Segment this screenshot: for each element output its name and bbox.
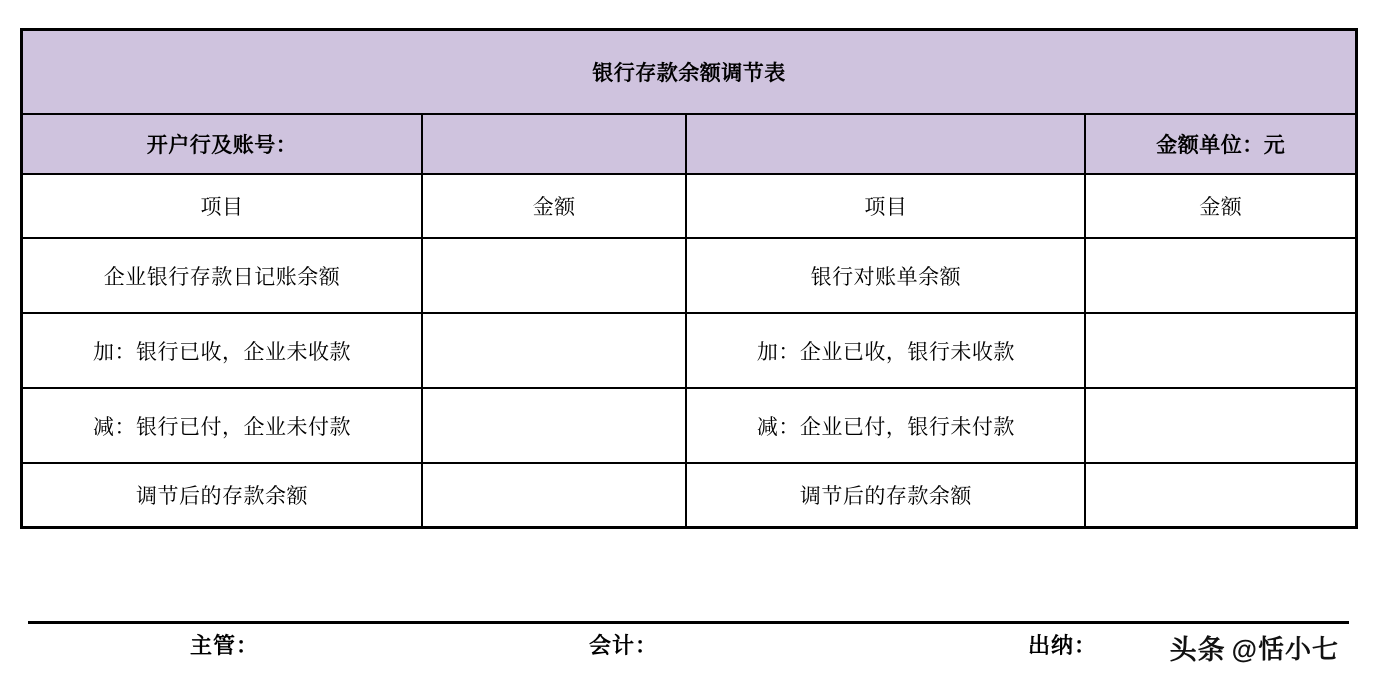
watermark bbox=[1170, 628, 1339, 667]
row-label-left: 调节后的存款余额 bbox=[22, 463, 423, 528]
row-amount-right[interactable] bbox=[1085, 238, 1356, 313]
header-blank-cell[interactable] bbox=[686, 114, 1085, 174]
reconciliation-table bbox=[20, 28, 1358, 529]
table-row bbox=[22, 463, 1357, 528]
row-amount-left[interactable] bbox=[422, 463, 686, 528]
column-header-amount-right: 金额 bbox=[1085, 174, 1356, 238]
column-header-item-right: 项目 bbox=[686, 174, 1085, 238]
table-row bbox=[22, 238, 1357, 313]
row-amount-right[interactable] bbox=[1085, 313, 1356, 388]
signature-footer bbox=[20, 621, 1357, 677]
row-label-left: 企业银行存款日记账余额 bbox=[22, 238, 423, 313]
row-label-right: 减：企业已付，银行未付款 bbox=[686, 388, 1085, 463]
page-title: 银行存款余额调节表 bbox=[22, 30, 1357, 115]
signature-row bbox=[20, 629, 1357, 660]
signature-cashier: 出纳： bbox=[1028, 633, 1098, 658]
title-row bbox=[22, 30, 1357, 115]
row-label-right: 银行对账单余额 bbox=[686, 238, 1085, 313]
signature-accountant: 会计： bbox=[589, 633, 659, 658]
column-header-amount-left: 金额 bbox=[422, 174, 686, 238]
reconciliation-sheet bbox=[20, 28, 1358, 529]
account-label: 开户行及账号： bbox=[22, 114, 423, 174]
column-header-item-left: 项目 bbox=[22, 174, 423, 238]
row-amount-right[interactable] bbox=[1085, 388, 1356, 463]
row-amount-left[interactable] bbox=[422, 388, 686, 463]
row-label-left: 加：银行已收，企业未收款 bbox=[22, 313, 423, 388]
header-band-row bbox=[22, 114, 1357, 174]
table-row bbox=[22, 313, 1357, 388]
row-amount-right[interactable] bbox=[1085, 463, 1356, 528]
row-label-right: 调节后的存款余额 bbox=[686, 463, 1085, 528]
row-label-left: 减：银行已付，企业未付款 bbox=[22, 388, 423, 463]
account-value-cell[interactable] bbox=[422, 114, 686, 174]
row-amount-left[interactable] bbox=[422, 238, 686, 313]
row-amount-left[interactable] bbox=[422, 313, 686, 388]
watermark-text: @恬小七 bbox=[1231, 634, 1339, 664]
signature-manager: 主管： bbox=[190, 633, 260, 658]
table-row bbox=[22, 388, 1357, 463]
column-header-row bbox=[22, 174, 1357, 238]
row-label-right: 加：企业已收，银行未收款 bbox=[686, 313, 1085, 388]
footer-divider bbox=[28, 621, 1349, 624]
watermark-logo: 头条 bbox=[1169, 635, 1226, 665]
amount-unit-label: 金额单位：元 bbox=[1085, 114, 1356, 174]
